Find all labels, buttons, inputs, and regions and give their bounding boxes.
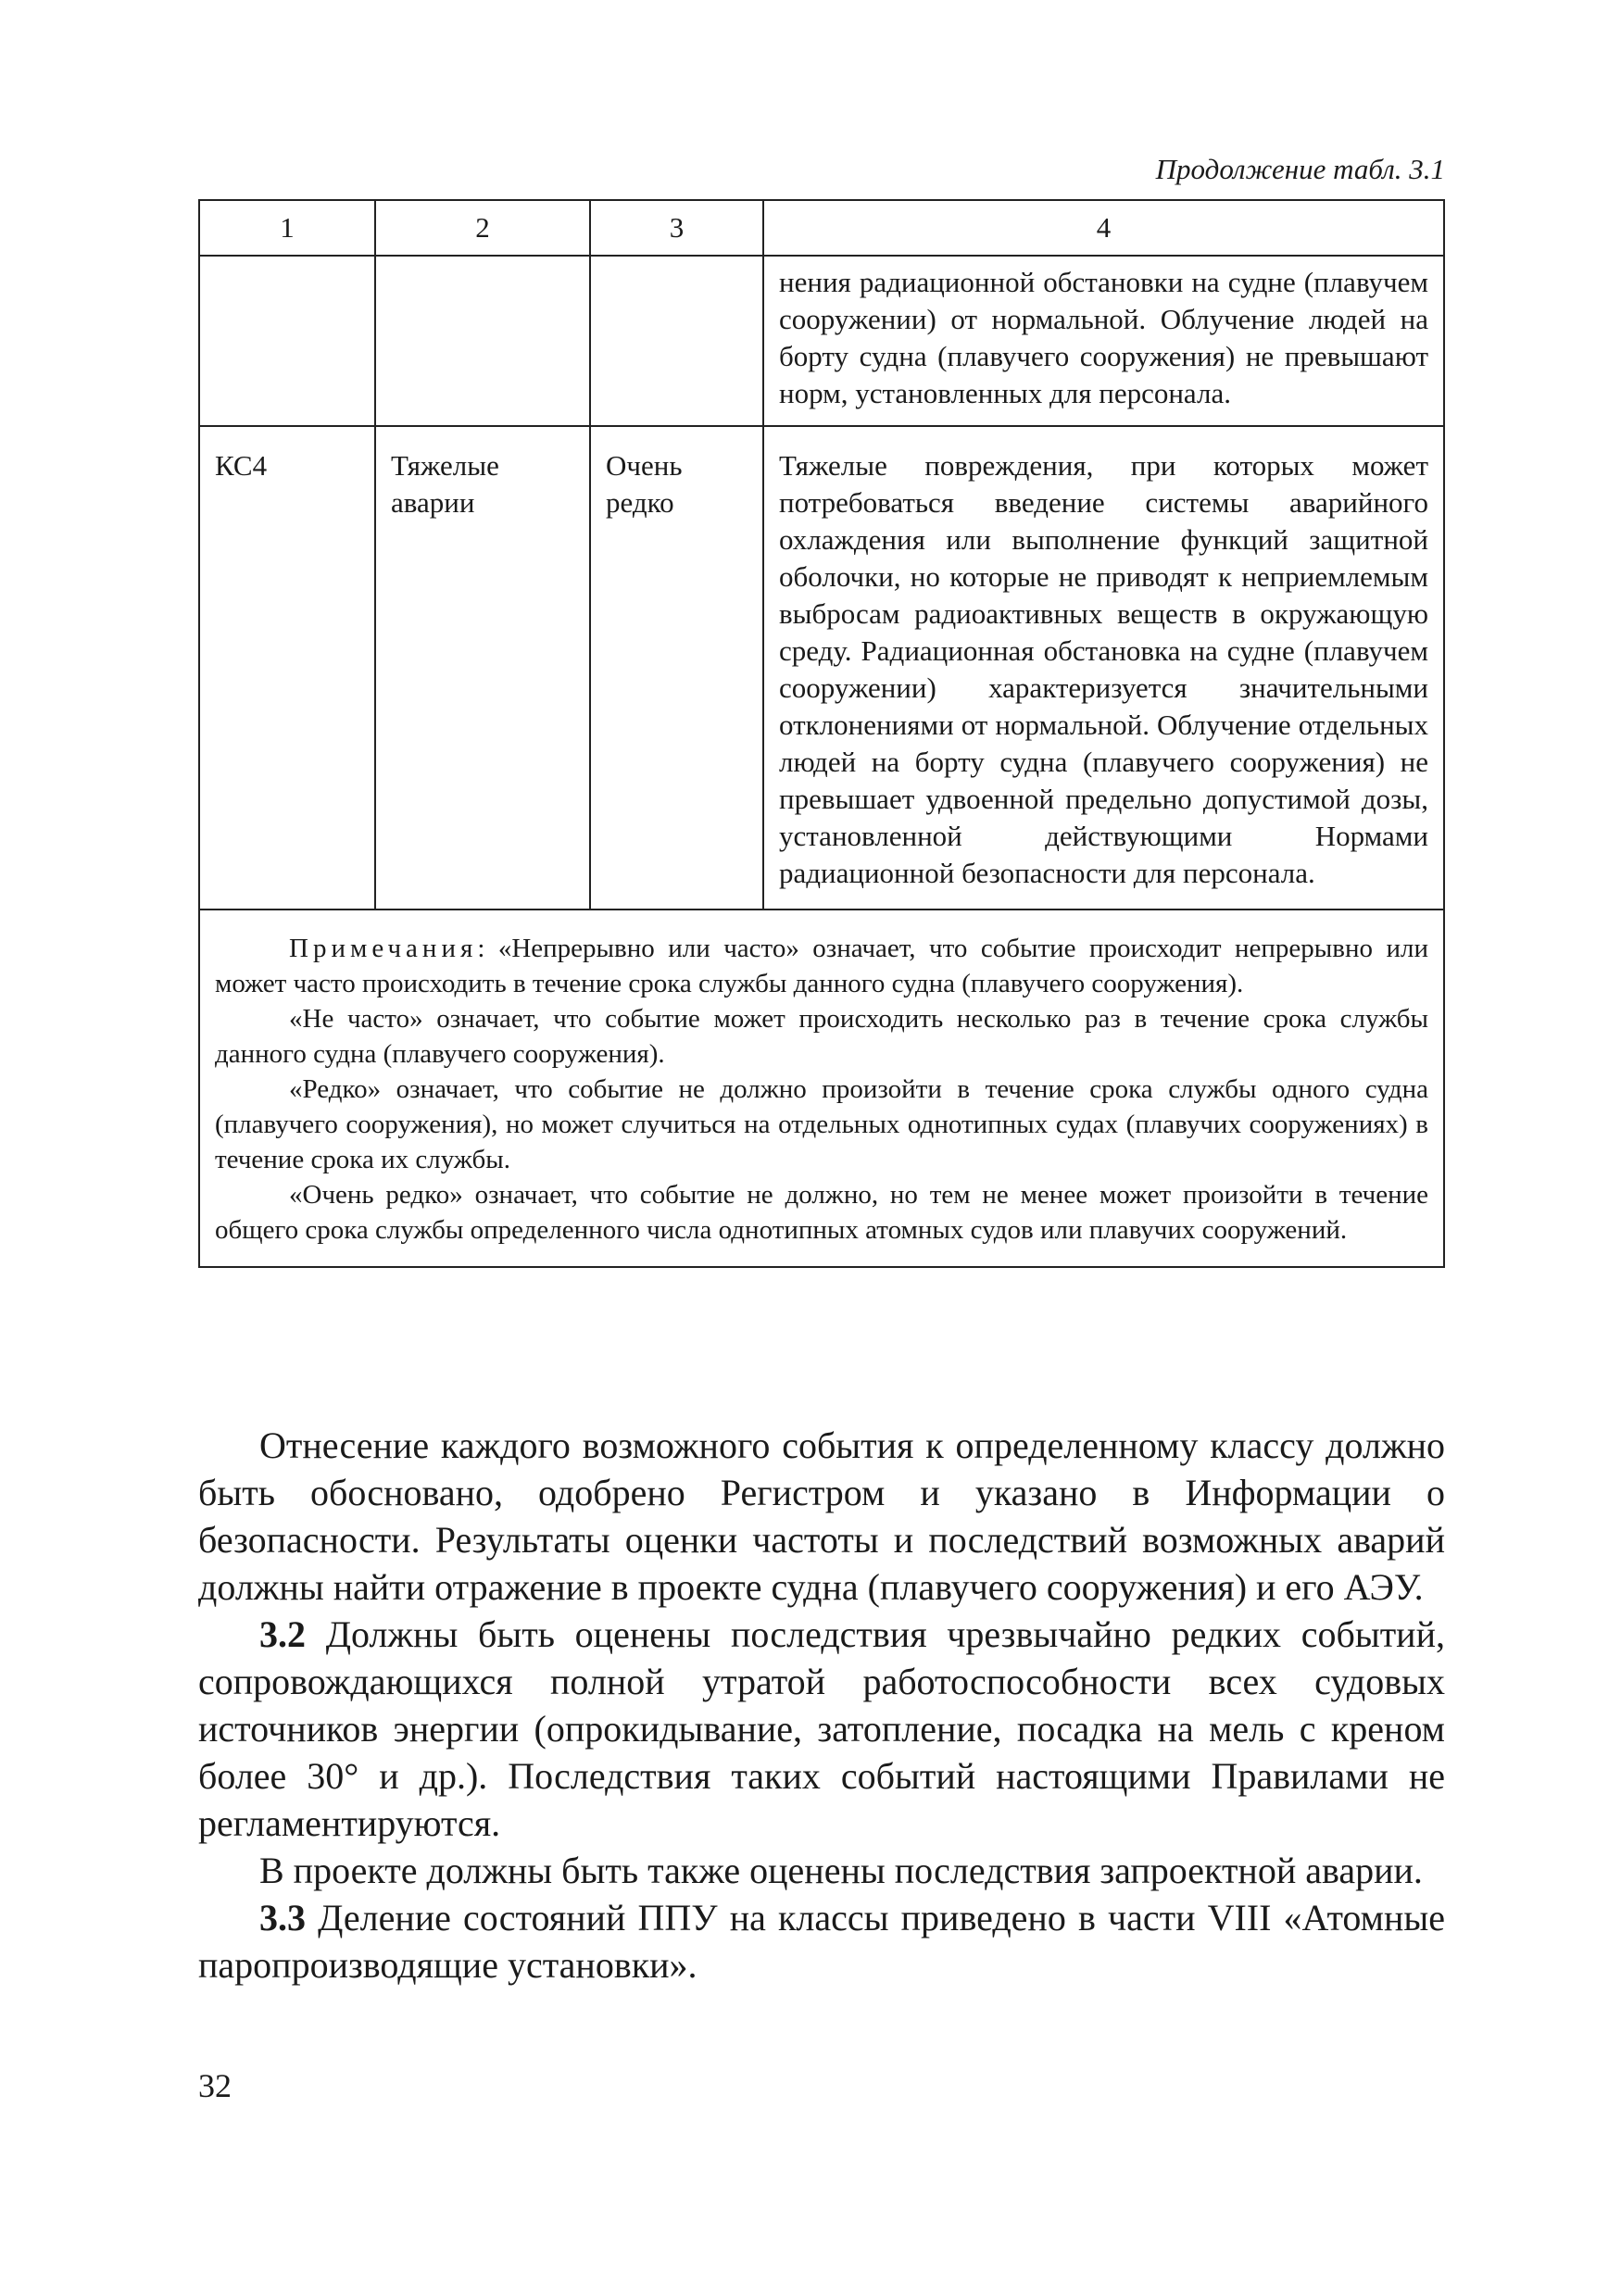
- row2-cell-frequency: [590, 426, 763, 910]
- row2-cell-description: [763, 426, 1444, 910]
- page-number: 32: [198, 2067, 232, 2104]
- note-item: «Очень редко» означает, что событие не должно, но тем не менее может произойти в течение общего срока службы определенного числа однотипных атомных судов или плавучих сооружений.: [215, 1180, 1428, 1245]
- table-header-row: [199, 200, 1444, 256]
- row1-description-text: нения радиационной обстановки на судне (плавучем сооружении) от нормальной. Облучение людей на борту судна (плавучего сооружения) не превышают норм, установленных для персонала.: [779, 266, 1428, 409]
- header-cell-2: 2: [375, 200, 590, 256]
- row2-frequency-text: Очень редко: [606, 449, 683, 519]
- row1-cell-frequency: [590, 256, 763, 426]
- row1-cell-name: [375, 256, 590, 426]
- row2-cell-class: [199, 426, 375, 910]
- paragraph-text: Деление состояний ППУ на классы приведено в части VIII «Атомные паропроизводящие установки».: [198, 1897, 1445, 1986]
- row2-name-text: Тяжелые аварии: [391, 449, 499, 519]
- body-paragraph: [198, 1894, 1445, 1989]
- header-cell-4: 4: [763, 200, 1444, 256]
- header-cell-1: 1: [199, 200, 375, 256]
- row1-name-text: [376, 257, 589, 277]
- body-paragraph: [198, 1611, 1445, 1847]
- section-number: 3.3: [259, 1897, 306, 1938]
- body-paragraph: В проекте должны быть также оценены последствия запроектной аварии.: [259, 1850, 1423, 1891]
- table-row: [199, 426, 1444, 910]
- section-number: 3.2: [259, 1613, 306, 1655]
- row1-cell-description: [763, 256, 1444, 426]
- row1-frequency-text: [591, 257, 762, 277]
- table-continuation-label: Продолжение табл. 3.1: [1155, 153, 1445, 185]
- body-paragraph: Отнесение каждого возможного события к определенному классу должно быть обосновано, одобрено Регистром и указано в Информации о безопасности. Результаты оценки частоты и последствий возможных аварий должны найти отражение в проекте судна (плавучего сооружения) и его АЭУ.: [198, 1424, 1445, 1608]
- row2-description-text: Тяжелые повреждения, при которых может потребоваться введение системы аварийного охлаждения или выполнение функций защитной оболочки, но которые не приводят к неприемлемым выбросам радиоактивных веществ в окружающую среду. Радиационная обстановка на судне (плавучем сооружении) характеризуется значительными отклонениями от нормальной. Облучение отдельных людей на борту судна (плавучего сооружения) не превышает удвоенной предельно допустимой дозы, установленной действующими Нормами радиационной безопасности для персонала.: [779, 449, 1428, 889]
- table-row: [199, 256, 1444, 426]
- row2-class-text: КС4: [215, 449, 268, 482]
- row1-class-text: [200, 257, 374, 277]
- header-cell-3: 3: [590, 200, 763, 256]
- note-item: [215, 931, 1428, 1001]
- table-notes-row: [199, 910, 1444, 1267]
- row1-cell-class: [199, 256, 375, 426]
- note-item: «Не часто» означает, что событие может происходить несколько раз в течение срока службы данного судна (плавучего сооружения).: [215, 1004, 1428, 1069]
- body-text: [198, 1422, 1445, 1989]
- notes-label: Примечания: [289, 934, 478, 963]
- row2-cell-name: [375, 426, 590, 910]
- paragraph-text: Должны быть оценены последствия чрезвычайно редких событий, сопровождающихся полной утратой работоспособности всех судовых источников энергии (опрокидывание, затопление, посадка на мель с креном более 30° и др.). Последствия таких событий настоящими Правилами не регламентируются.: [198, 1613, 1445, 1844]
- note-text: : «Непрерывно или часто» означает, что событие происходит непрерывно или может часто происходить в течение срока службы данного судна (плавучего сооружения).: [215, 934, 1428, 998]
- classification-table: [198, 199, 1445, 1268]
- table-notes: [200, 910, 1443, 1266]
- notes-cell: [199, 910, 1444, 1267]
- note-item: «Редко» означает, что событие не должно произойти в течение срока службы одного судна (плавучего сооружения), но может случиться на отдельных однотипных судах (плавучих сооружениях) в течение срока их службы.: [215, 1074, 1428, 1174]
